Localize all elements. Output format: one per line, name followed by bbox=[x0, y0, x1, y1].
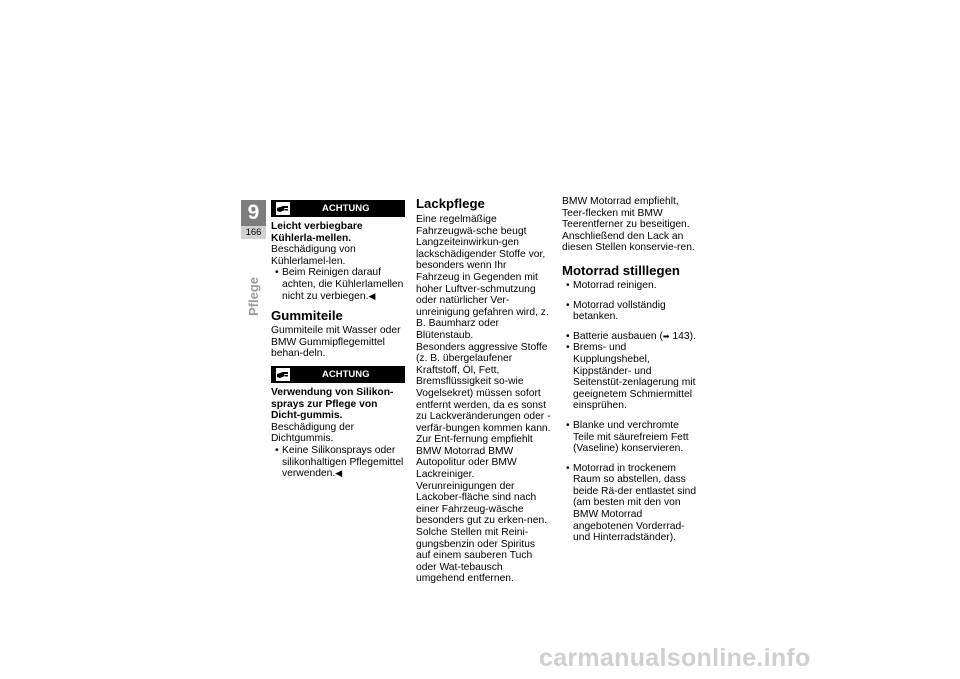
column-left bbox=[271, 200, 405, 480]
warning-label: ACHTUNG bbox=[322, 203, 370, 214]
bullet-text: Keine Silikonsprays oder silikonhaltigen Pflegemittel verwenden. bbox=[282, 444, 404, 480]
hand-warning-icon bbox=[276, 368, 290, 381]
bullet-text: Motorrad in trockenem Raum so abstellen, dass beide Rä-der entlastet sind (am besten mit den von BMW Motorrad angebotenen Vorderrad- und Hinterradständer). bbox=[573, 462, 697, 544]
paragraph: BMW Motorrad empfiehlt, Teer-flecken mit BMW Teerentferner zu beseitigen. Anschließend den Lack an diesen Stellen konservie-ren. bbox=[562, 196, 695, 254]
bullet-text: ). bbox=[689, 330, 696, 342]
warning-banner bbox=[271, 366, 405, 383]
section-title-lackpflege: Lackpflege bbox=[416, 196, 485, 211]
bullet-item: • Motorrad in trockenem Raum so abstellen, dass beide Rä-der entlastet sind (am besten mit den von BMW Motorrad angebotenen Vorderrad- und Hinterradständer). bbox=[566, 462, 697, 544]
paragraph: Verunreinigungen der Lackober-fläche sind nach einer Fahrzeug-wäsche besonders gut zu erken-nen. Solche Stellen mit Reini-gungsbenzin oder Spiritus auf einem sauberen Tuch oder Wat-tebausch umgehend entfernen. bbox=[416, 480, 548, 585]
warning-heading: Verwendung von Silikon-sprays zur Pflege von Dicht-gummis. bbox=[271, 386, 394, 422]
page-number: 166 bbox=[241, 226, 266, 239]
bullet-text: Motorrad vollständig betanken. bbox=[573, 299, 666, 323]
chapter-label: Pflege bbox=[246, 276, 261, 316]
bullet-text: Motorrad reinigen. bbox=[573, 279, 657, 291]
warning-heading: Leicht verbiegbare Kühlerla-mellen. bbox=[271, 221, 363, 244]
warning-banner bbox=[271, 200, 405, 217]
warning-text: Beschädigung von Kühlerlamel-len. bbox=[271, 244, 356, 267]
bullet-text: Brems- und Kupplungshebel, Kippständer- und Seitenstüt-zenlagerung mit geeignetem Schmiermittel einsprühen. bbox=[573, 342, 696, 412]
end-mark-icon: ◀ bbox=[368, 290, 376, 301]
paragraph: Eine regelmäßige Fahrzeugwä-sche beugt Langzeiteinwirkun-gen lackschädigender Stoffe vor, besonders wenn Ihr Fahrzeug in Gegenden mit hoher Luftver-schmutzung oder natürlicher Ver-unreinigung gefahren wird, z. B. Baumharz oder Blütenstaub. bbox=[416, 214, 549, 341]
end-mark-icon: ◀ bbox=[335, 468, 343, 479]
bullet-item: • Batterie ausbauen (➡ 143). bbox=[566, 330, 696, 342]
chapter-number: 9 bbox=[241, 200, 266, 226]
warning-label: ACHTUNG bbox=[322, 368, 370, 380]
paragraph: Besonders aggressive Stoffe (z. B. übergelaufener Kraftstoff, Öl, Fett, Bremsflüssigkeit so-wie Vogelsekret) müssen sofort entfernt werden, da es sonst zu Lackveränderungen oder -verfär-bungen kommen kann. Zur Ent-fernung empfiehlt BMW Motorrad BMW Autopolitur oder BMW Lackreiniger. bbox=[416, 341, 551, 481]
section-title-gummiteile: Gummiteile bbox=[271, 308, 343, 324]
bullet-text: Batterie ausbauen ( bbox=[573, 330, 663, 342]
page-ref-link[interactable]: 143 bbox=[672, 330, 690, 342]
page-ref-arrow-icon: ➡ bbox=[662, 331, 670, 341]
section-title-stilllegen: Motorrad stilllegen bbox=[562, 262, 680, 278]
bullet-item: • Motorrad reinigen. bbox=[566, 279, 657, 291]
paragraph: Gummiteile mit Wasser oder BMW Gummipflegemittel behan-deln. bbox=[271, 325, 401, 360]
chapter-tab bbox=[241, 200, 266, 239]
warning-text: Beschädigung der Dichtgummis. bbox=[271, 421, 355, 445]
bullet-item: • Blanke und verchromte Teile mit säurefreiem Fett (Vaseline) konservieren. bbox=[566, 419, 689, 455]
watermark: carmanualsonline.info bbox=[539, 644, 811, 672]
column-right bbox=[562, 196, 700, 544]
column-middle bbox=[416, 196, 551, 585]
bullet-item: • Beim Reinigen darauf achten, die Kühlerlamellen nicht zu verbiegen.◀ bbox=[275, 267, 404, 302]
bullet-item: • Brems- und Kupplungshebel, Kippständer- und Seitenstüt-zenlagerung mit geeignetem Schmiermittel einsprühen. bbox=[566, 342, 696, 412]
bullet-item: • Keine Silikonsprays oder silikonhaltigen Pflegemittel verwenden.◀ bbox=[275, 444, 404, 480]
hand-warning-icon bbox=[276, 202, 290, 215]
bullet-item: • Motorrad vollständig betanken. bbox=[566, 299, 666, 323]
bullet-text: Beim Reinigen darauf achten, die Kühlerlamellen nicht zu verbiegen. bbox=[282, 267, 404, 302]
bullet-text: Blanke und verchromte Teile mit säurefreiem Fett (Vaseline) konservieren. bbox=[573, 419, 689, 455]
